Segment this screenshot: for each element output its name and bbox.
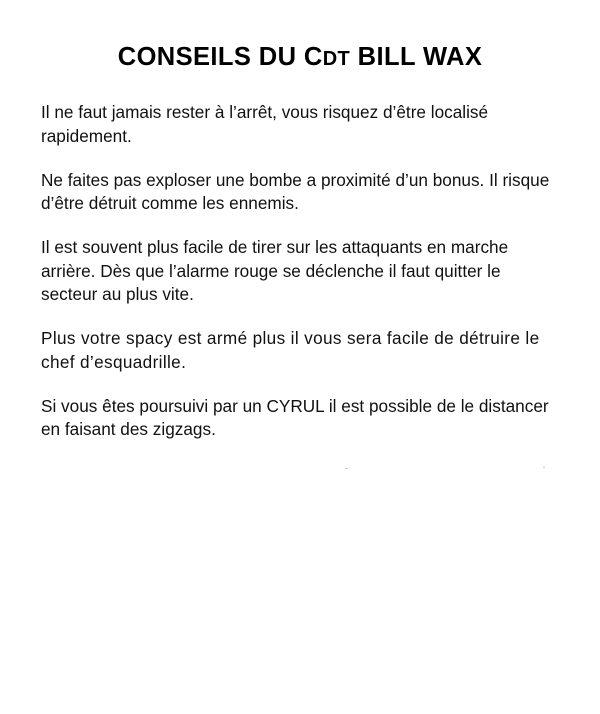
- scan-speck: [543, 467, 545, 468]
- scan-speck: [345, 468, 348, 469]
- tip-paragraph: Plus votre spacy est armé plus il vous sera facile de détruire le chef d’esquadrille.: [41, 328, 540, 372]
- tip-paragraph: Il ne faut jamais rester à l’arrêt, vous risquez d’être localisé rapidement.: [41, 102, 489, 146]
- tip-paragraph: Ne faites pas exploser une bombe a proximité d’un bonus. Il risque d’être détruit comme les ennemis.: [41, 169, 550, 214]
- tip-paragraph: Si vous êtes poursuivi par un CYRUL il est possible de le distancer en faisant des zigzags.: [41, 395, 549, 440]
- tips-list: [0, 101, 600, 442]
- page-title-smallcaps: DT: [322, 48, 351, 70]
- page-title: [0, 0, 600, 71]
- page-title-main: CONSEILS DU C: [117, 43, 323, 71]
- tip-paragraph: Il est souvent plus facile de tirer sur les attaquants en marche arrière. Dès que l’alarme rouge se déclenche il faut quitter le secteur au plus vite.: [41, 236, 509, 305]
- page-title-tail: BILL WAX: [350, 43, 483, 71]
